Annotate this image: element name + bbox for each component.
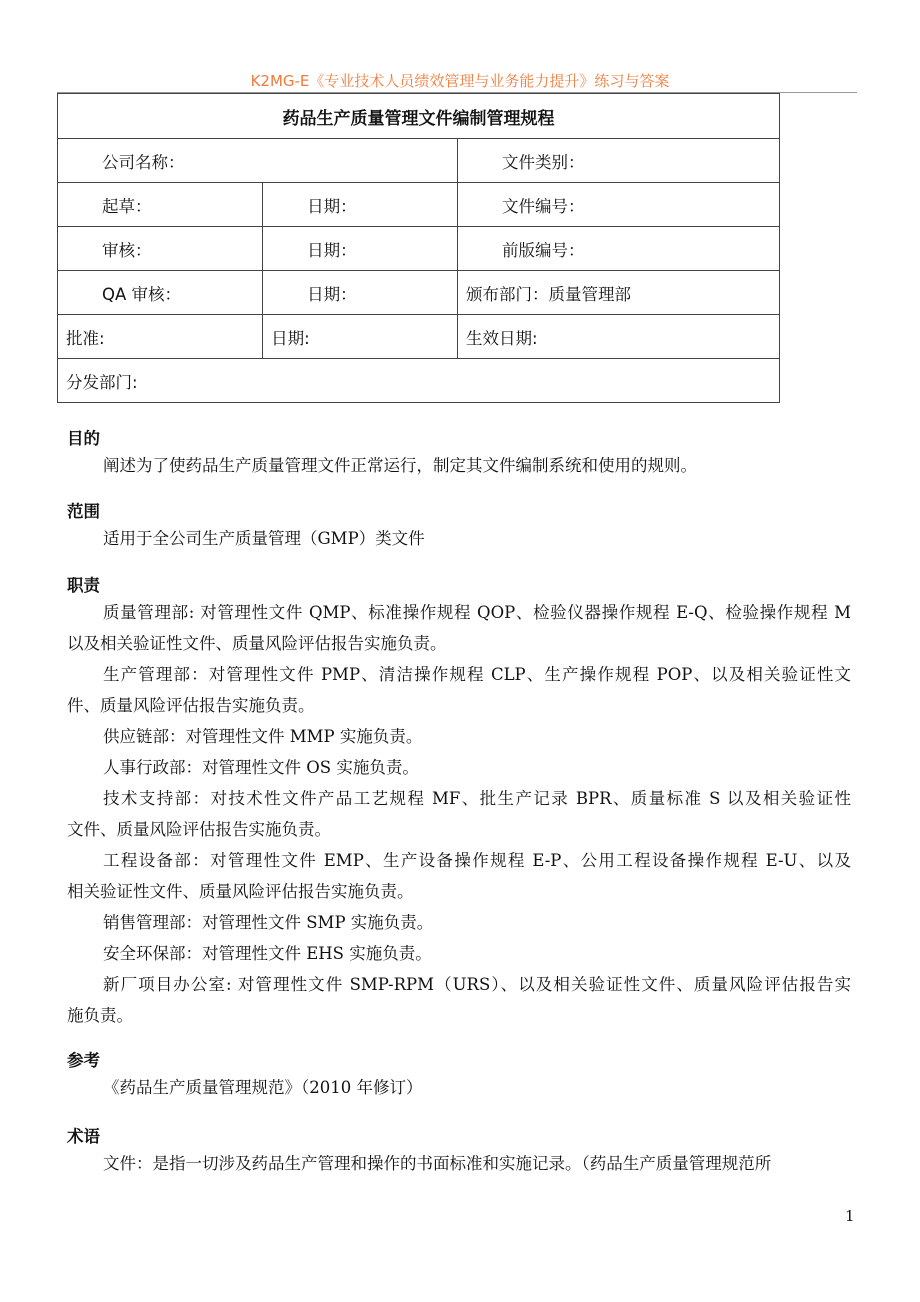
file-category-label: 文件类别： bbox=[457, 139, 779, 183]
issuing-dept-label: 颁布部门：质量管理部 bbox=[457, 271, 779, 315]
paragraph-line: 件、质量风险评估报告实施负责。 bbox=[67, 696, 315, 715]
paragraph-line: 相关验证性文件、质量风险评估报告实施负责。 bbox=[67, 882, 414, 901]
draft-date-label: 日期： bbox=[263, 183, 458, 227]
company-name-label: 公司名称： bbox=[58, 139, 458, 183]
paragraph-line: 质量管理部: 对管理性文件 QMP、标准操作规程 QOP、检验仪器操作规程 E-Q、检验操作规程 M bbox=[103, 603, 851, 622]
paragraph-line: 新厂项目办公室: 对管理性文件 SMP-RPM（URS）、以及相关验证性文件、质量风险评估报告实 bbox=[103, 975, 851, 994]
paragraph-line: 文件、质量风险评估报告实施负责。 bbox=[67, 820, 331, 839]
paragraph-line: 生产管理部：对管理性文件 PMP、清洁操作规程 CLP、生产操作规程 POP、以及相关验证性文 bbox=[103, 665, 851, 684]
qa-review-label: QA 审核： bbox=[58, 271, 263, 315]
approve-label: 批准: bbox=[58, 315, 263, 359]
document-title: 药品生产质量管理文件编制管理规程 bbox=[58, 94, 780, 139]
section-heading: 术语 bbox=[67, 1127, 100, 1146]
paragraph-line: 《药品生产质量管理规范》（2010 年修订） bbox=[103, 1078, 423, 1097]
distribution-label: 分发部门: bbox=[58, 359, 780, 403]
approve-date-label: 日期: bbox=[263, 315, 458, 359]
qa-date-label: 日期： bbox=[263, 271, 458, 315]
section-heading: 目的 bbox=[67, 429, 100, 448]
paragraph-line: 文件：是指一切涉及药品生产管理和操作的书面标准和实施记录。（药品生产质量管理规范所 bbox=[103, 1154, 772, 1173]
section-heading: 职责 bbox=[67, 576, 100, 595]
paragraph-line: 适用于全公司生产质量管理（GMP）类文件 bbox=[103, 529, 425, 548]
paragraph-line: 技术支持部：对技术性文件产品工艺规程 MF、批生产记录 BPR、质量标准 S 以及相关验证性 bbox=[103, 789, 851, 808]
paragraph-line: 阐述为了使药品生产质量管理文件正常运行，制定其文件编制系统和使用的规则。 bbox=[103, 456, 697, 475]
paragraph-line: 安全环保部：对管理性文件 EHS 实施负责。 bbox=[103, 944, 432, 963]
draft-label: 起草： bbox=[58, 183, 263, 227]
page-header: K2MG-E《专业技术人员绩效管理与业务能力提升》练习与答案 bbox=[250, 72, 670, 90]
paragraph-line: 人事行政部：对管理性文件 OS 实施负责。 bbox=[103, 758, 419, 777]
review-label: 审核： bbox=[58, 227, 263, 271]
page-number: 1 bbox=[845, 1207, 855, 1225]
paragraph-line: 销售管理部：对管理性文件 SMP 实施负责。 bbox=[103, 913, 434, 932]
section-heading: 范围 bbox=[67, 502, 100, 521]
paragraph-line: 施负责。 bbox=[67, 1006, 133, 1025]
review-date-label: 日期： bbox=[263, 227, 458, 271]
prev-number-label: 前版编号： bbox=[457, 227, 779, 271]
paragraph-line: 以及相关验证性文件、质量风险评估报告实施负责。 bbox=[67, 634, 447, 653]
effective-date-label: 生效日期: bbox=[457, 315, 779, 359]
section-heading: 参考 bbox=[67, 1051, 100, 1070]
paragraph-line: 工程设备部：对管理性文件 EMP、生产设备操作规程 E-P、公用工程设备操作规程 E-U、以及 bbox=[103, 851, 851, 870]
paragraph-line: 供应链部：对管理性文件 MMP 实施负责。 bbox=[103, 727, 423, 746]
file-number-label: 文件编号： bbox=[457, 183, 779, 227]
document-info-table bbox=[57, 93, 780, 403]
